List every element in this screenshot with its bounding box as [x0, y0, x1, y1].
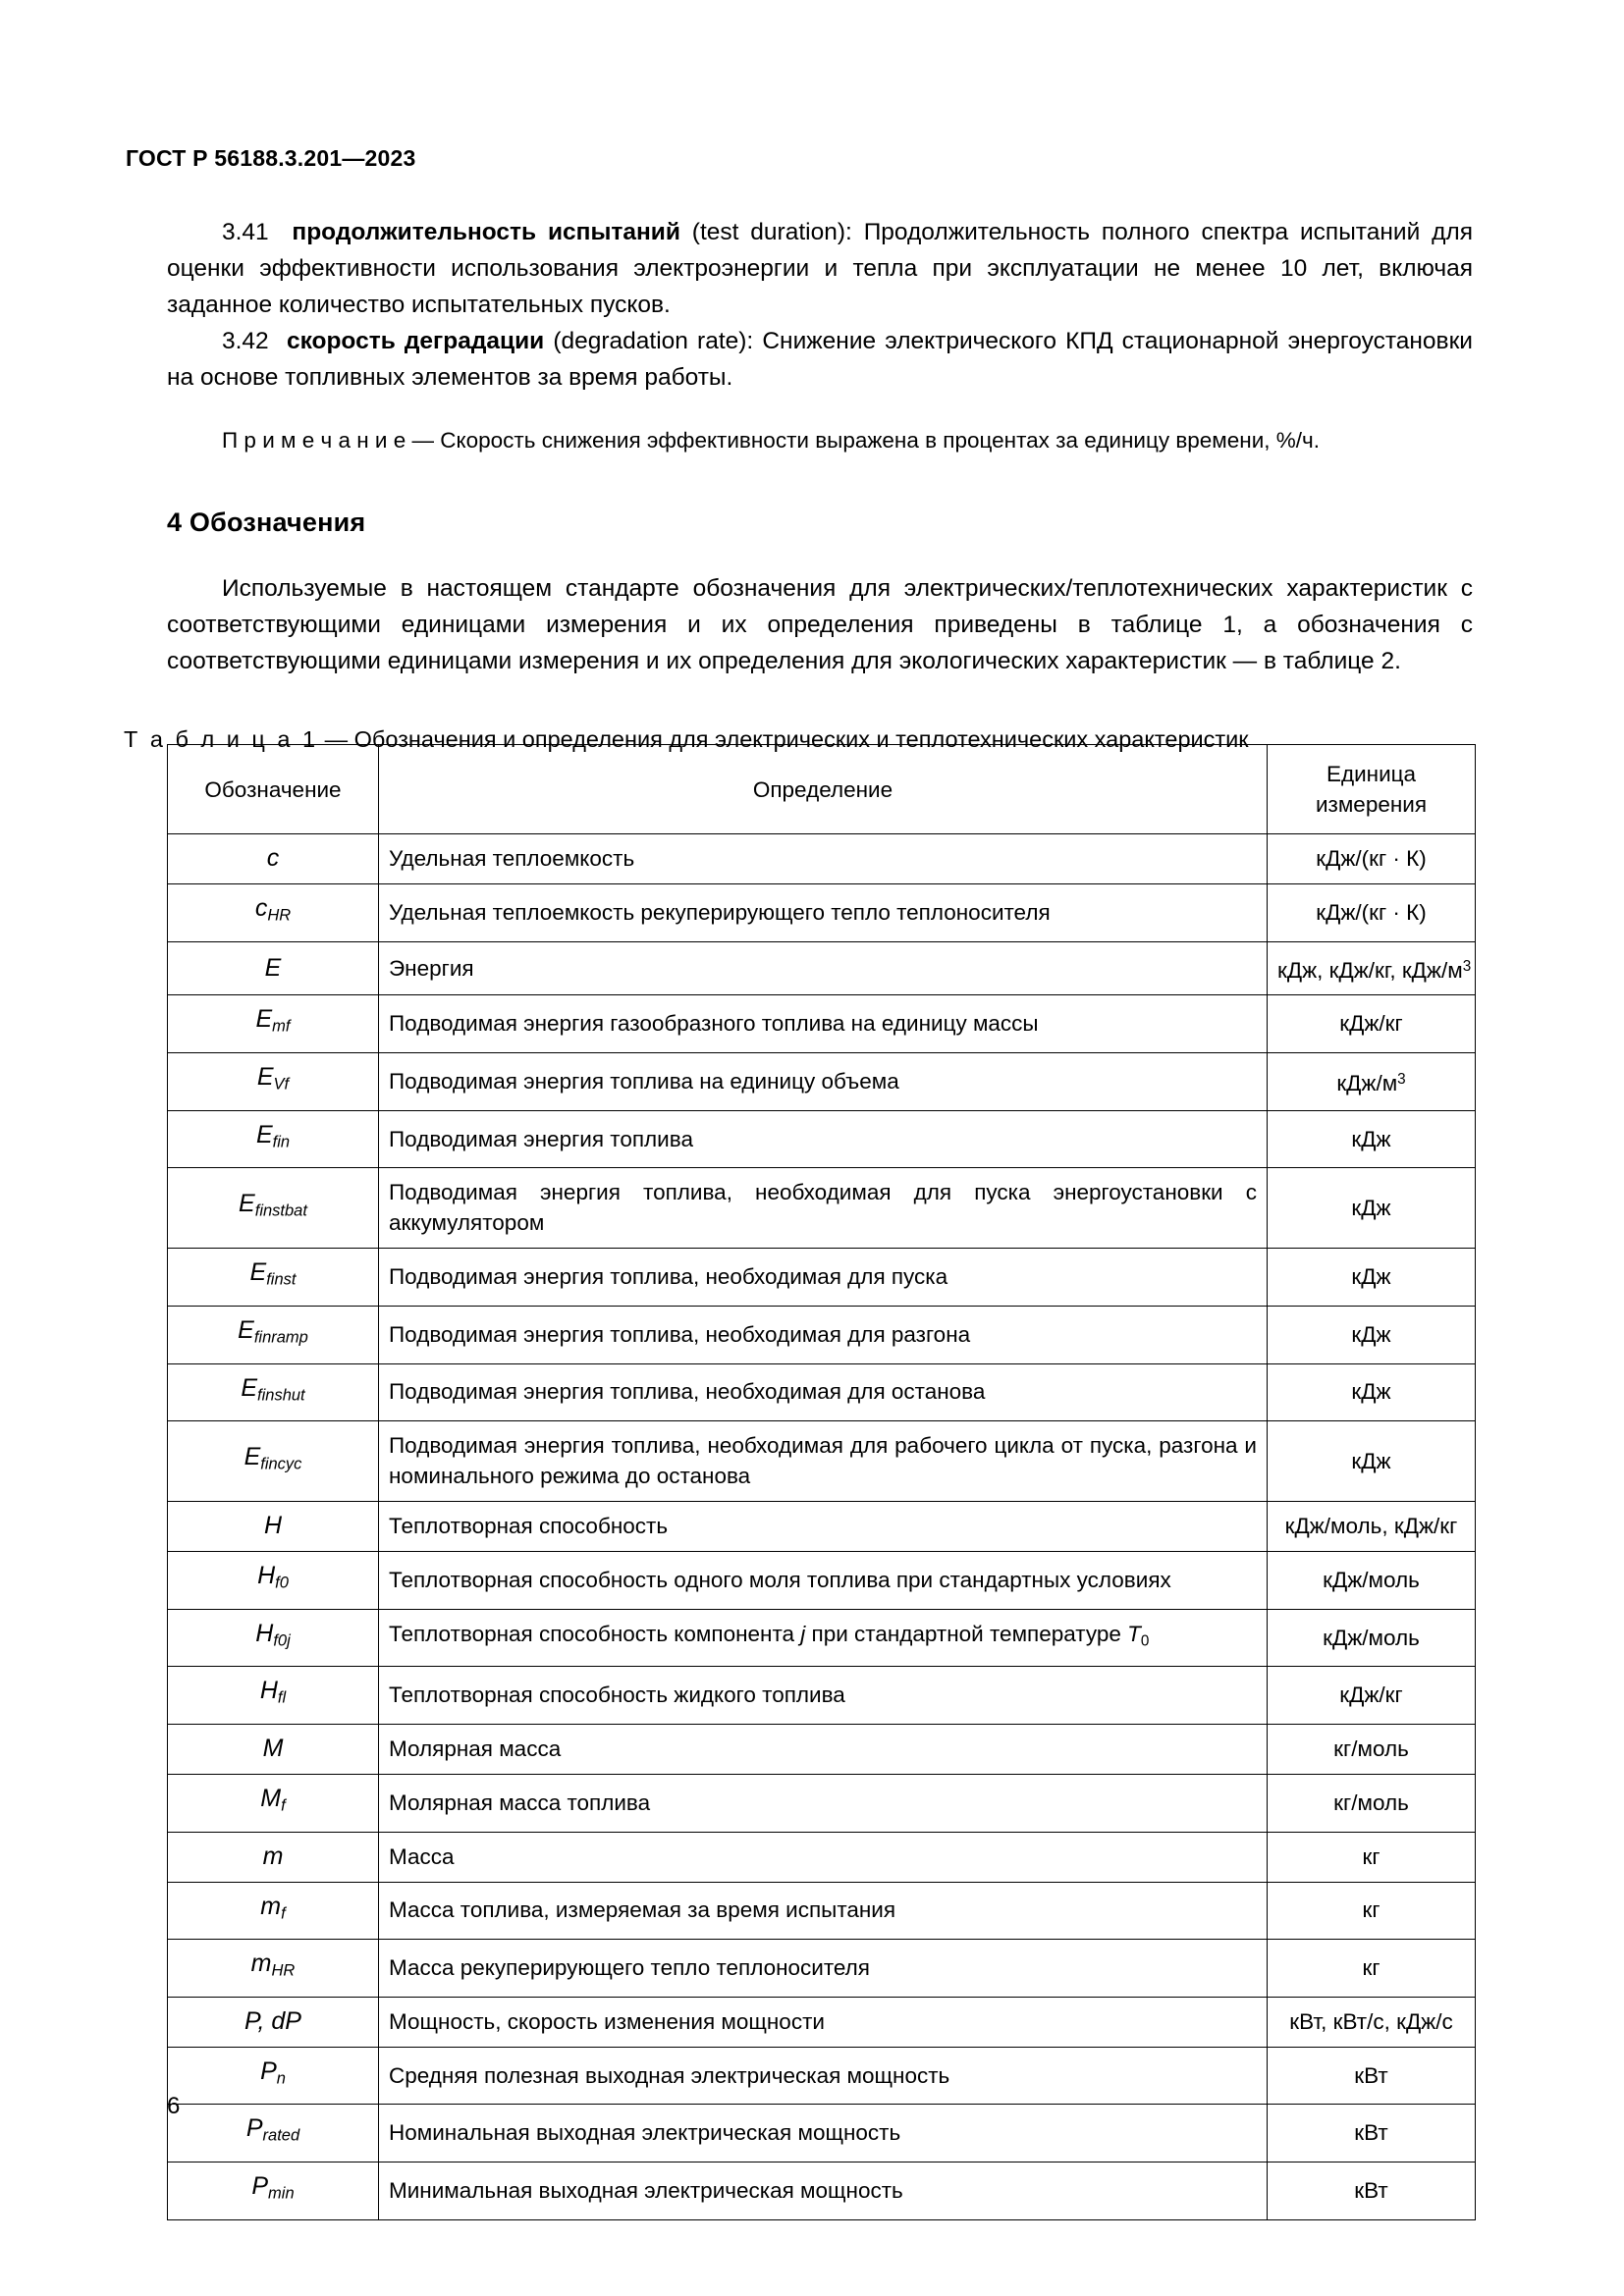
- cell-definition: Масса: [379, 1832, 1268, 1882]
- table-row: [168, 1168, 1476, 1249]
- cell-definition: Теплотворная способность жидкого топлива: [379, 1667, 1268, 1725]
- table-row: [168, 1882, 1476, 1940]
- cell-unit: кДж/(кг · К): [1268, 884, 1476, 942]
- table-row: [168, 1832, 1476, 1882]
- cell-unit: кДж/моль: [1268, 1552, 1476, 1610]
- cell-unit: кДж/моль, кДж/кг: [1268, 1502, 1476, 1552]
- clause-term-en: (degradation rate):: [553, 328, 754, 354]
- cell-symbol: $E_{finst}$: [168, 1249, 379, 1307]
- table-row: [168, 1724, 1476, 1774]
- table-row: [168, 1667, 1476, 1725]
- table-row: [168, 834, 1476, 884]
- cell-unit: кВт, кВт/с, кДж/с: [1268, 1997, 1476, 2047]
- cell-unit: кДж/(кг · К): [1268, 834, 1476, 884]
- section-4-paragraph: Используемые в настоящем стандарте обозначения для электрических/теплотехнических характеристик с соответствующими единицами измерения и их определения приведены в таблице 1, а обозначения с соответствующими единицами измерения и их определения для экологических характеристик — в таблице 2.: [167, 575, 1473, 674]
- cell-definition: Молярная масса: [379, 1724, 1268, 1774]
- table-row: [168, 2105, 1476, 2163]
- body-content: [124, 214, 1473, 754]
- cell-unit: кДж/$м^3$: [1268, 1053, 1476, 1111]
- table-row: [168, 1502, 1476, 1552]
- table-header-row: [168, 745, 1476, 834]
- cell-unit: кДж: [1268, 1363, 1476, 1421]
- note-label: П р и м е ч а н и е: [222, 428, 406, 453]
- cell-unit: кДж: [1268, 1110, 1476, 1168]
- column-header-symbol: Обозначение: [168, 745, 379, 834]
- symbols-table-1: [167, 744, 1476, 2220]
- cell-unit: кДж/моль: [1268, 1609, 1476, 1667]
- clause-number: 3.42: [222, 328, 269, 354]
- cell-symbol: H: [168, 1502, 379, 1552]
- cell-symbol: c: [168, 834, 379, 884]
- table-caption-text: — Обозначения и определения для электрических и теплотехнических характеристик: [324, 726, 1249, 752]
- cell-symbol: $m_f$: [168, 1882, 379, 1940]
- cell-unit: кВт: [1268, 2105, 1476, 2163]
- cell-symbol: $E_{finstbat}$: [168, 1168, 379, 1249]
- cell-symbol: m: [168, 1832, 379, 1882]
- cell-unit: кДж/кг: [1268, 995, 1476, 1053]
- table-row: [168, 1774, 1476, 1832]
- note-text: Скорость снижения эффективности выражена в процентах за единицу времени, %/ч.: [440, 428, 1321, 453]
- cell-unit: кДж: [1268, 1421, 1476, 1502]
- cell-unit: кДж: [1268, 1306, 1476, 1363]
- table-row: [168, 2163, 1476, 2220]
- cell-symbol: $E_{fin}$: [168, 1110, 379, 1168]
- cell-symbol: M: [168, 1724, 379, 1774]
- clause-term-en: (test duration):: [691, 219, 852, 245]
- clause-number: 3.41: [222, 219, 269, 245]
- table-row: [168, 1249, 1476, 1307]
- cell-unit: кДж/кг: [1268, 1667, 1476, 1725]
- table-row: [168, 1110, 1476, 1168]
- cell-symbol: $E_{finshut}$: [168, 1363, 379, 1421]
- table-row: [168, 884, 1476, 942]
- cell-symbol: $E_{mf}$: [168, 995, 379, 1053]
- column-header-definition: Определение: [379, 745, 1268, 834]
- clause-text: Снижение электрического КПД стационарной энергоустановки на основе топливных элементов за время работы.: [167, 328, 1473, 391]
- clause-term: скорость деградации: [286, 328, 545, 354]
- cell-unit: кДж: [1268, 1168, 1476, 1249]
- cell-definition: Удельная теплоемкость рекуперирующего тепло теплоносителя: [379, 884, 1268, 942]
- cell-symbol: $P_{rated}$: [168, 2105, 379, 2163]
- section-heading-4: 4 Обозначения: [167, 507, 366, 537]
- cell-definition: Энергия: [379, 941, 1268, 995]
- cell-definition: Номинальная выходная электрическая мощность: [379, 2105, 1268, 2163]
- cell-definition: Минимальная выходная электрическая мощность: [379, 2163, 1268, 2220]
- cell-unit: кВт: [1268, 2047, 1476, 2105]
- cell-unit: кг/моль: [1268, 1724, 1476, 1774]
- page-number: 6: [167, 2093, 181, 2119]
- table-row: [168, 1306, 1476, 1363]
- cell-symbol: $M_f$: [168, 1774, 379, 1832]
- cell-unit: кг: [1268, 1832, 1476, 1882]
- table-caption-label: Т а б л и ц а 1: [124, 726, 319, 752]
- cell-definition: Средняя полезная выходная электрическая мощность: [379, 2047, 1268, 2105]
- table-row: [168, 1363, 1476, 1421]
- note-paragraph: [167, 424, 1473, 457]
- table-row: [168, 2047, 1476, 2105]
- cell-definition: Подводимая энергия газообразного топлива на единицу массы: [379, 995, 1268, 1053]
- cell-symbol: $P_{min}$: [168, 2163, 379, 2220]
- cell-symbol: $H_{f0j}$: [168, 1609, 379, 1667]
- cell-definition: Подводимая энергия топлива, необходимая для останова: [379, 1363, 1268, 1421]
- cell-unit: кг/моль: [1268, 1774, 1476, 1832]
- cell-symbol: $m_{HR}$: [168, 1940, 379, 1998]
- clause-term: продолжительность испытаний: [292, 219, 680, 245]
- table-row: [168, 1421, 1476, 1502]
- cell-symbol: $H_{fl}$: [168, 1667, 379, 1725]
- table-row: [168, 1997, 1476, 2047]
- cell-unit: кг: [1268, 1882, 1476, 1940]
- table-row: [168, 1053, 1476, 1111]
- cell-symbol: $E_{Vf}$: [168, 1053, 379, 1111]
- cell-symbol: E: [168, 941, 379, 995]
- cell-symbol: $E_{fincyc}$: [168, 1421, 379, 1502]
- cell-unit: кДж, кДж/кг, кДж/$м^3$: [1268, 941, 1476, 995]
- cell-definition: Мощность, скорость изменения мощности: [379, 1997, 1268, 2047]
- cell-definition: Масса топлива, измеряемая за время испытания: [379, 1882, 1268, 1940]
- cell-symbol: $c_{HR}$: [168, 884, 379, 942]
- cell-definition: Подводимая энергия топлива, необходимая для пуска: [379, 1249, 1268, 1307]
- table-row: [168, 1552, 1476, 1610]
- table-row: [168, 941, 1476, 995]
- cell-definition: Подводимая энергия топлива: [379, 1110, 1268, 1168]
- table-row: [168, 1609, 1476, 1667]
- cell-symbol: $E_{finramp}$: [168, 1306, 379, 1363]
- clause-text: Продолжительность полного спектра испытаний для оценки эффективности использования электроэнергии и тепла при эксплуатации не менее 10 лет, включая заданное количество испытательных пусков.: [167, 219, 1473, 318]
- table-row: [168, 995, 1476, 1053]
- cell-unit: кг: [1268, 1940, 1476, 1998]
- cell-symbol: $P_n$: [168, 2047, 379, 2105]
- cell-symbol: P, dP: [168, 1997, 379, 2047]
- cell-definition: Подводимая энергия топлива, необходимая для пуска энергоустановки с аккумулятором: [379, 1168, 1268, 1249]
- cell-definition: Подводимая энергия топлива на единицу объема: [379, 1053, 1268, 1111]
- cell-definition: Теплотворная способность: [379, 1502, 1268, 1552]
- cell-definition: Теплотворная способность одного моля топлива при стандартных условиях: [379, 1552, 1268, 1610]
- cell-definition: Масса рекуперирующего тепло теплоносителя: [379, 1940, 1268, 1998]
- cell-definition: Подводимая энергия топлива, необходимая для разгона: [379, 1306, 1268, 1363]
- column-header-unit: Единица измерения: [1268, 745, 1476, 834]
- note-dash: —: [411, 428, 435, 453]
- cell-symbol: $H_{f0}$: [168, 1552, 379, 1610]
- running-header-standard-id: ГОСТ Р 56188.3.201—2023: [126, 145, 416, 171]
- clause-3-42: [167, 323, 1473, 396]
- table-row: [168, 1940, 1476, 1998]
- table-body: [168, 834, 1476, 2220]
- cell-definition: Подводимая энергия топлива, необходимая для рабочего цикла от пуска, разгона и номинального режима до останова: [379, 1421, 1268, 1502]
- clause-3-41: [167, 214, 1473, 323]
- cell-unit: кВт: [1268, 2163, 1476, 2220]
- cell-definition: Удельная теплоемкость: [379, 834, 1268, 884]
- cell-unit: кДж: [1268, 1249, 1476, 1307]
- cell-definition: Теплотворная способность компонента j при стандартной температуре $T_0$: [379, 1609, 1268, 1667]
- cell-definition: Молярная масса топлива: [379, 1774, 1268, 1832]
